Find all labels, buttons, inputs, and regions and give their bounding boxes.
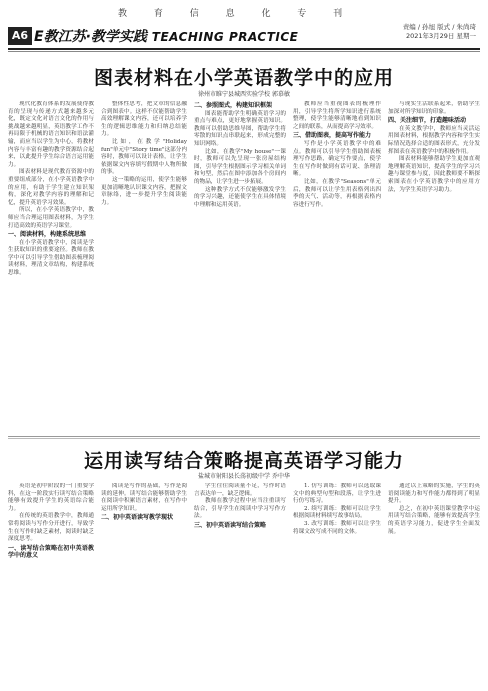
- article1-column-5: [388, 101, 480, 431]
- article2-column-2: [101, 483, 187, 683]
- article1-column-1: [8, 101, 94, 431]
- paragraph: 通过以上策略的实施，学生的英语阅读能力和写作能力都得到了明显提升。: [388, 483, 480, 505]
- article1-column-3: [194, 101, 286, 431]
- paragraph: 比如，在教学"My house"一课时，教师可以先呈现一张房屋结构图，引导学生根据图示学习相关单词和句型，然后在图中添加各个房间内的物品，让学生进一步拓展。: [194, 148, 286, 185]
- paragraph: 所以，在小学英语教学中，教师应当合理运用图表材料，为学生打造高效的英语学习课堂。: [8, 207, 94, 229]
- paragraph: 3. 改写训练：教师可以让学生将课文改写成不同的文体。: [293, 520, 381, 535]
- paragraph: 教师应当重视图表的梳理作用，引导学生将所学知识进行系统整理，使学生能够清晰地看到知识之间的联系，从而提高学习效率。: [293, 101, 381, 130]
- section-heading: 三、初中英语读写结合策略: [194, 521, 267, 529]
- article1-author: 徐州市睢宁县城西实验学校 郭慕敏: [198, 91, 290, 98]
- article1-column-4: [293, 101, 381, 431]
- masthead-meta: [403, 23, 476, 41]
- article2-column-5: [388, 483, 480, 683]
- section-heading: 一、阅读材料，构建系统思维: [8, 231, 87, 239]
- issue-date: 2021年3月29日 星期一: [405, 32, 476, 40]
- paragraph: 学生往往阅读量不足，写作时语言表达单一，缺乏逻辑。: [194, 483, 286, 497]
- paragraph: 与现实生活联系起来，帮助学生加深对所学知识的印象。: [388, 101, 480, 115]
- masthead-rule: [8, 48, 480, 50]
- page-number: A6: [8, 27, 32, 45]
- article2-column-4: [293, 483, 381, 683]
- paragraph: 图表能帮助学生明确英语学习的重点与难点，更好地掌握英语知识。教师可以借助思维导图，帮助学生将零散的知识点串联起来，形成完整的知识网络。: [194, 110, 286, 147]
- paragraph: 比如，在教学"Seasons"单元后，教师可以让学生用表格列出四季的天气、活动等，再根据表格内容进行写作。: [293, 178, 381, 208]
- paragraph: 在英文教学中，教师应当灵活运用图表材料，根据教学内容和学生实际情况选择合适的图表形式，充分发挥图表在英语教学中的积极作用。: [388, 125, 480, 155]
- section-title-en: TEACHING PRACTICE: [151, 30, 299, 44]
- article1-column-2: [101, 101, 187, 431]
- paragraph: 2. 续写训练：教师可以让学生根据阅读材料续写故事结局。: [293, 505, 381, 520]
- article-divider: [8, 436, 480, 437]
- editor-credit: 责编 / 孙旭 版式 / 朱尚琦: [402, 23, 476, 31]
- article2-author: 盐城市射阳县长荡初级中学 乔中华: [198, 473, 290, 480]
- section-heading: 一、读写结合策略在初中英语教学中的意义: [8, 544, 94, 560]
- paragraph: 这一策略的运用，使学生能够更加清晰地认识课文内容，把握文章脉络，进一步提升学生阅读能力。: [101, 176, 187, 206]
- article1-title: 图表材料在小学英语教学中的应用: [93, 67, 394, 89]
- paragraph: 教师在教学过程中应当注重读写结合，引导学生在阅读中学习写作方法。: [194, 498, 286, 520]
- paragraph: 现代化教育体系的发展使得教育的呈现与传递方式越来越多元化，既定文化对语言文化的作用与挑战越来越明显，英语教学工作不再局限于机械的语言知识和语法灌输，而应当以学生为中心，将教材内容与丰富有趣的教学资源结合起来，以此提升学生综合语言运用能力。: [8, 101, 94, 168]
- paragraph: 写作是小学英语教学中的难点。教师可以引导学生借助图表梳理写作思路，确定写作要点，使学生在写作时做到有话可说、条理清晰。: [293, 140, 381, 178]
- article2-column-3: [194, 483, 286, 683]
- paragraph: 图表材料能够帮助学生更加直观地理解英语知识，提高学生的学习兴趣与课堂参与度，因此教师要不断探索图表在小学英语教学中的应用方法，为学生英语学习助力。: [388, 156, 480, 193]
- article-divider-thin: [8, 438, 480, 439]
- paragraph: 整体性思考，把文章的信息融合到图表中。这样不仅能帮助学生高效理解课文内容，还可以培养学生的逻辑思维能力和归纳总结能力。: [101, 101, 187, 138]
- paragraph: 在小学英语教学中，阅读是学生获取知识的重要途径。教师在教学中可以引导学生借助图表梳理阅读材料，理清文章结构，构建系统思维。: [8, 239, 94, 277]
- section-heading: 三、借助图表，提高写作能力: [293, 132, 372, 140]
- paragraph: 这种教学方式不仅能够激发学生的学习兴趣，还能使学生在具体情境中理解和运用英语。: [194, 186, 286, 208]
- section-title: [34, 26, 298, 46]
- section-title-cn: E教江苏·教学实践: [34, 29, 147, 45]
- paragraph: 阅读是写作的基础，写作是阅读的延伸。读写结合能够帮助学生在阅读中积累语言素材，在写作中运用所学知识。: [101, 483, 187, 512]
- paragraph: 在传统的英语教学中，教师通常将阅读与写作分开进行，导致学生在写作时缺乏素材，阅读时缺乏深度思考。: [8, 513, 94, 543]
- masthead-rule-thin: [8, 51, 480, 52]
- section-heading: 二、参照图式，构建知识框架: [194, 102, 273, 109]
- masthead-tagline: 教 育 信 息 化 专 刊: [118, 9, 355, 19]
- paragraph: 图表材料是现代教育资源中的重要组成部分，在小学英语教学中的应用，有助于学生建立知识架构，深化对教学内容的理解和记忆，提升英语学习效果。: [8, 169, 94, 206]
- paragraph: 总之，在初中英语课堂教学中运用读写结合策略，能够有效提高学生的英语学习能力，促进学生全面发展。: [388, 505, 480, 535]
- paragraph: 1. 仿写训练：教师可以选取课文中的典型句型和段落，让学生进行仿写练习。: [293, 483, 381, 505]
- paragraph: 比如，在教学"Holiday fun"单元中"Story time"这部分内容时，教师可以设计表格，让学生依据课文内容填写假期中人物所做的事。: [101, 138, 187, 176]
- section-heading: 四、关注细节，打造趣味活动: [388, 117, 467, 125]
- paragraph: 英语是初中阶段的一门重要学科，在这一阶段实行读写结合策略能够有效提升学生的英语综合能力。: [8, 483, 94, 512]
- section-heading: 二、初中英语读写教学现状: [101, 514, 174, 522]
- article2-title: 运用读写结合策略提高英语学习能力: [83, 450, 404, 472]
- article2-column-1: [8, 483, 94, 683]
